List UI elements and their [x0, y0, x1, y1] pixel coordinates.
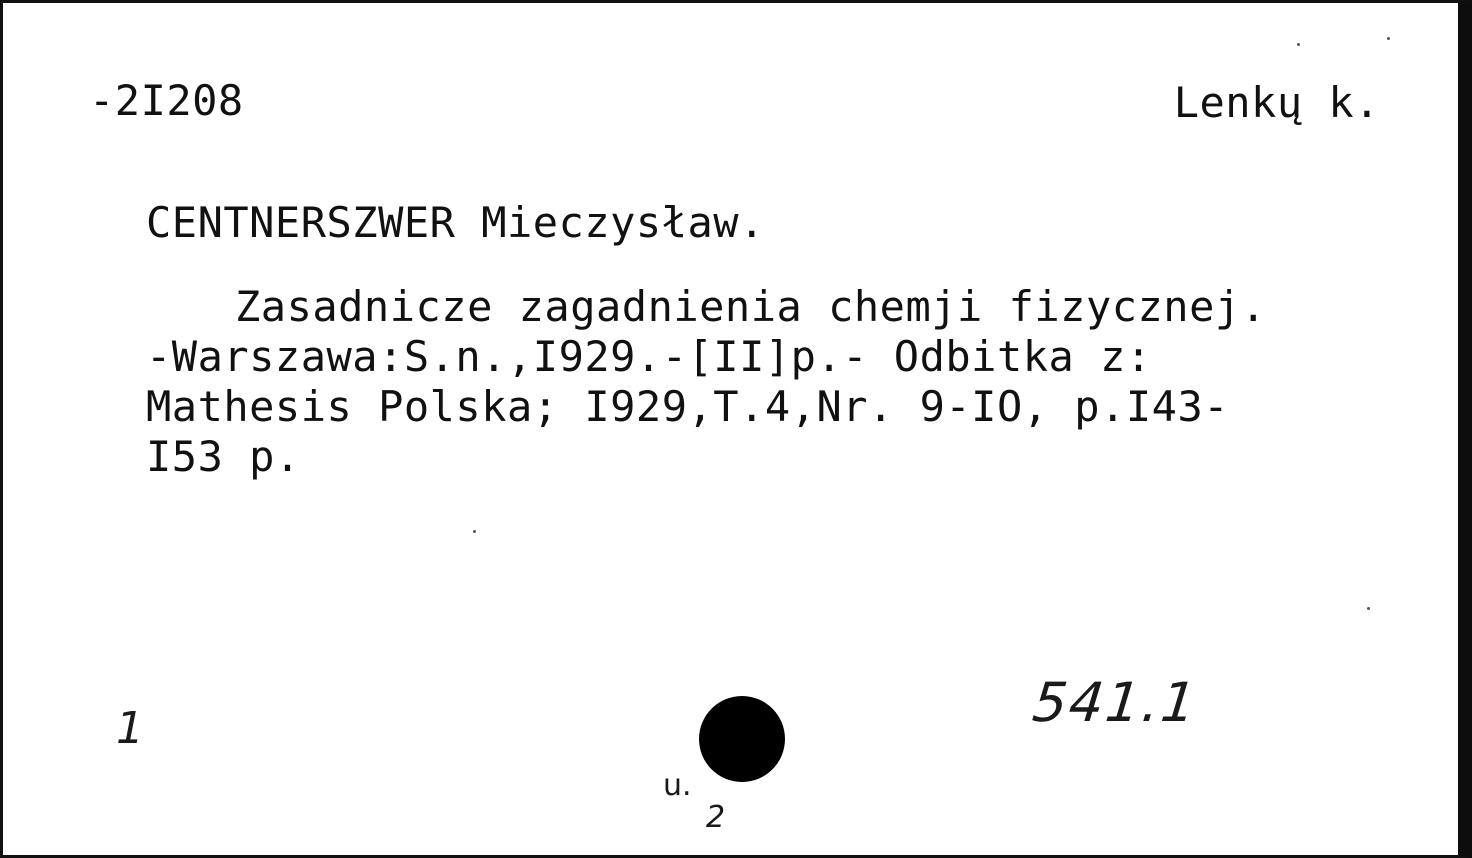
- location-mark: Lenkų k.: [1173, 78, 1380, 127]
- punch-hole: [699, 696, 785, 782]
- dust-speck: [1297, 43, 1300, 46]
- handwritten-left-mark: 1: [116, 703, 144, 754]
- dust-speck: [1387, 37, 1390, 40]
- source-line: Mathesis Polska; I929,T.4,Nr. 9-IO, p.I43-: [146, 382, 1230, 431]
- title-line: Zasadnicze zagadnienia chemji fizycznej.: [235, 282, 1267, 331]
- handwritten-call-number: 541.1: [1029, 671, 1201, 734]
- handwritten-u-mark: u.: [663, 768, 692, 803]
- handwritten-bottom-mark: 2: [706, 800, 726, 835]
- catalog-number: -2I208: [89, 76, 244, 125]
- pages-line: I53 p.: [146, 432, 301, 481]
- publication-line: -Warszawa:S.n.,I929.-[II]p.- Odbitka z:: [146, 332, 1152, 381]
- author-heading: CENTNERSZWER Mieczysław.: [146, 198, 765, 247]
- dust-speck: [473, 530, 476, 533]
- dust-speck: [1367, 607, 1370, 610]
